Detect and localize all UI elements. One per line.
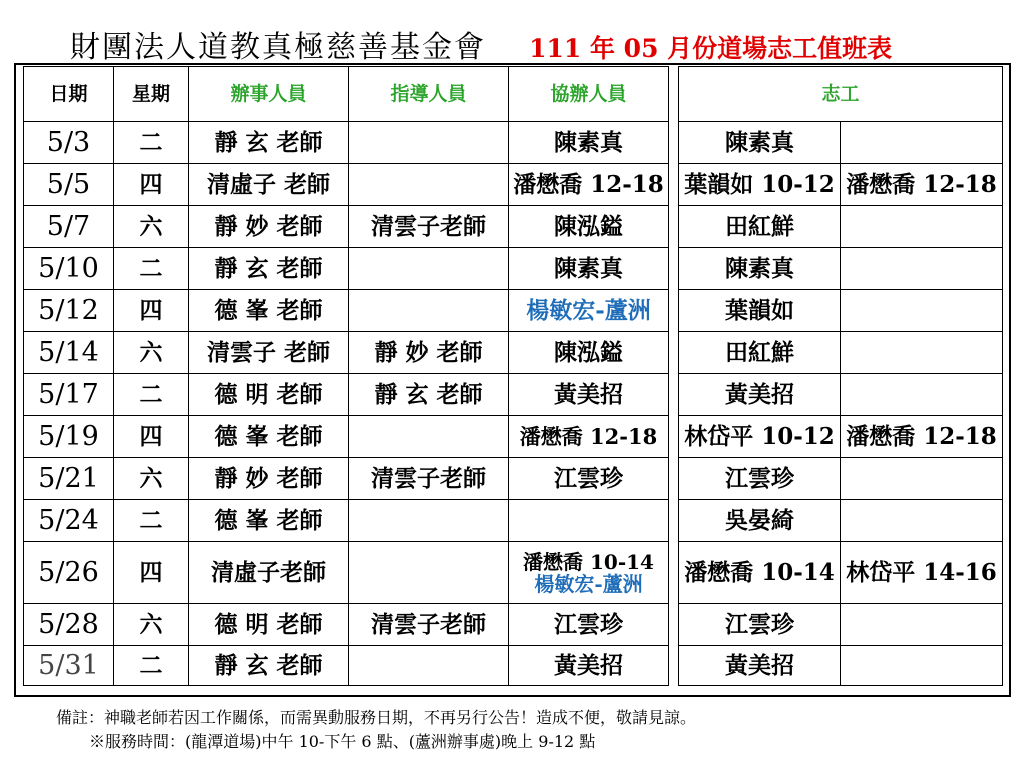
table-row	[24, 290, 669, 332]
volunteer-row	[679, 500, 1003, 542]
officer-cell: 德 峯 老師	[189, 290, 349, 332]
volunteer-row	[679, 290, 1003, 332]
assist-cell	[509, 248, 669, 290]
date-cell: 5/21	[24, 458, 114, 500]
weekday-cell: 四	[114, 164, 189, 206]
date-cell: 5/24	[24, 500, 114, 542]
officer-cell: 靜 妙 老師	[189, 458, 349, 500]
volunteer-row	[679, 458, 1003, 500]
table-row	[24, 542, 669, 604]
volunteer-row	[679, 122, 1003, 164]
assist-name: 楊敏宏-蘆洲	[534, 571, 643, 596]
volunteer-row	[679, 416, 1003, 458]
weekday-cell: 二	[114, 374, 189, 416]
volunteer-cell-1: 田紅鮮	[679, 206, 841, 248]
volunteer-cell-1: 林岱平 10-12	[679, 416, 841, 458]
volunteer-row	[679, 332, 1003, 374]
date-cell: 5/14	[24, 332, 114, 374]
volunteer-cell-1: 黃美招	[679, 374, 841, 416]
guide-cell	[349, 500, 509, 542]
volunteer-row	[679, 646, 1003, 686]
table-row	[24, 332, 669, 374]
weekday-cell: 二	[114, 646, 189, 686]
date-cell: 5/19	[24, 416, 114, 458]
assist-cell	[509, 164, 669, 206]
weekday-cell: 四	[114, 416, 189, 458]
officer-cell: 德 峯 老師	[189, 500, 349, 542]
date-cell: 5/7	[24, 206, 114, 248]
volunteer-row	[679, 248, 1003, 290]
volunteer-cell-2	[841, 500, 1003, 542]
officer-cell: 德 明 老師	[189, 604, 349, 646]
date-cell: 5/3	[24, 122, 114, 164]
date-cell: 5/12	[24, 290, 114, 332]
table-row	[24, 122, 669, 164]
assist-name: 江雲珍	[554, 464, 623, 492]
notes	[56, 706, 696, 754]
assist-name: 黃美招	[554, 651, 623, 679]
date-cell: 5/28	[24, 604, 114, 646]
volunteer-row	[679, 542, 1003, 604]
date-cell: 5/10	[24, 248, 114, 290]
officer-cell: 德 明 老師	[189, 374, 349, 416]
weekday-cell: 四	[114, 542, 189, 604]
header-row-volunteer	[679, 67, 1003, 122]
schedule-title: 111 年 05 月份道場志工值班表	[529, 34, 893, 63]
remark-text: 備註：神職老師若因工作關係，而需異動服務日期，不再另行公告！造成不便，敬請見諒。	[56, 708, 697, 727]
assist-cell	[509, 416, 669, 458]
volunteer-cell-2	[841, 604, 1003, 646]
volunteer-cell-2	[841, 122, 1003, 164]
volunteer-cell-1: 田紅鮮	[679, 332, 841, 374]
volunteer-cell-2: 潘懋喬 12-18	[841, 416, 1003, 458]
volunteer-cell-1: 吳晏綺	[679, 500, 841, 542]
assist-name: 潘懋喬 12-18	[513, 170, 664, 198]
table-row	[24, 646, 669, 686]
volunteer-cell-1: 黃美招	[679, 646, 841, 686]
volunteer-cell-2	[841, 458, 1003, 500]
weekday-cell: 六	[114, 206, 189, 248]
weekday-cell: 二	[114, 500, 189, 542]
duty-table	[23, 66, 669, 686]
assist-name: 江雲珍	[554, 610, 623, 638]
assist-name: 陳泓鎰	[554, 212, 623, 240]
assist-name: 潘懋喬 12-18	[519, 423, 658, 449]
table-row	[24, 164, 669, 206]
table-row	[24, 206, 669, 248]
volunteer-table	[678, 66, 1003, 686]
officer-cell: 清虛子老師	[189, 542, 349, 604]
document-title	[70, 22, 893, 65]
assist-cell	[509, 332, 669, 374]
weekday-cell: 二	[114, 122, 189, 164]
header-officer: 辦事人員	[189, 67, 349, 122]
volunteer-cell-1: 葉韻如 10-12	[679, 164, 841, 206]
assist-cell	[509, 500, 669, 542]
assist-name: 潘懋喬 10-14	[523, 549, 654, 574]
volunteer-cell-1: 潘懋喬 10-14	[679, 542, 841, 604]
guide-cell: 清雲子老師	[349, 604, 509, 646]
table-row	[24, 604, 669, 646]
weekday-cell: 六	[114, 332, 189, 374]
assist-cell	[509, 290, 669, 332]
guide-cell	[349, 542, 509, 604]
officer-cell: 清雲子 老師	[189, 332, 349, 374]
header-assist: 協辦人員	[509, 67, 669, 122]
header-weekday: 星期	[114, 67, 189, 122]
table-row	[24, 500, 669, 542]
organization-name: 財團法人道教真極慈善基金會	[70, 30, 486, 65]
officer-cell: 靜 玄 老師	[189, 122, 349, 164]
guide-cell: 靜 妙 老師	[349, 332, 509, 374]
assist-cell	[509, 604, 669, 646]
officer-cell: 靜 妙 老師	[189, 206, 349, 248]
volunteer-cell-2	[841, 248, 1003, 290]
guide-cell	[349, 164, 509, 206]
weekday-cell: 四	[114, 290, 189, 332]
volunteer-cell-1: 葉韻如	[679, 290, 841, 332]
table-row	[24, 248, 669, 290]
assist-cell	[509, 122, 669, 164]
volunteer-cell-2	[841, 374, 1003, 416]
volunteer-cell-1: 江雲珍	[679, 604, 841, 646]
weekday-cell: 六	[114, 458, 189, 500]
volunteer-cell-1: 江雲珍	[679, 458, 841, 500]
date-cell: 5/17	[24, 374, 114, 416]
assist-name: 陳素真	[554, 254, 623, 282]
table-row	[24, 458, 669, 500]
table-row	[24, 374, 669, 416]
guide-cell	[349, 248, 509, 290]
volunteer-cell-2	[841, 646, 1003, 686]
date-cell: 5/26	[24, 542, 114, 604]
officer-cell: 靜 玄 老師	[189, 646, 349, 686]
volunteer-row	[679, 164, 1003, 206]
table-row	[24, 416, 669, 458]
assist-cell	[509, 458, 669, 500]
assist-cell	[509, 374, 669, 416]
volunteer-cell-1: 陳素真	[679, 248, 841, 290]
guide-cell: 清雲子老師	[349, 458, 509, 500]
officer-cell: 清虛子 老師	[189, 164, 349, 206]
guide-cell	[349, 416, 509, 458]
header-guide: 指導人員	[349, 67, 509, 122]
volunteer-cell-2	[841, 290, 1003, 332]
assist-name: 楊敏宏-蘆洲	[526, 296, 651, 324]
weekday-cell: 六	[114, 604, 189, 646]
service-hours-text: ※服務時間：(龍潭道場)中午 10-下午 6 點、(蘆洲辦事處)晚上 9-12 點	[89, 732, 596, 751]
volunteer-cell-2: 林岱平 14-16	[841, 542, 1003, 604]
volunteer-row	[679, 374, 1003, 416]
officer-cell: 德 峯 老師	[189, 416, 349, 458]
volunteer-cell-1: 陳素真	[679, 122, 841, 164]
assist-cell	[509, 206, 669, 248]
assist-cell	[509, 542, 669, 604]
guide-cell	[349, 646, 509, 686]
assist-name: 陳素真	[554, 128, 623, 156]
volunteer-cell-2	[841, 206, 1003, 248]
volunteer-row	[679, 604, 1003, 646]
assist-cell	[509, 646, 669, 686]
guide-cell	[349, 290, 509, 332]
volunteer-cell-2	[841, 332, 1003, 374]
header-row	[24, 67, 669, 122]
header-volunteer: 志工	[679, 67, 1003, 122]
header-date: 日期	[24, 67, 114, 122]
volunteer-cell-2: 潘懋喬 12-18	[841, 164, 1003, 206]
weekday-cell: 二	[114, 248, 189, 290]
assist-name: 陳泓鎰	[554, 338, 623, 366]
assist-name: 黃美招	[554, 380, 623, 408]
guide-cell: 靜 玄 老師	[349, 374, 509, 416]
guide-cell	[349, 122, 509, 164]
guide-cell: 清雲子老師	[349, 206, 509, 248]
date-cell: 5/5	[24, 164, 114, 206]
date-cell: 5/31	[24, 646, 114, 686]
officer-cell: 靜 玄 老師	[189, 248, 349, 290]
volunteer-row	[679, 206, 1003, 248]
